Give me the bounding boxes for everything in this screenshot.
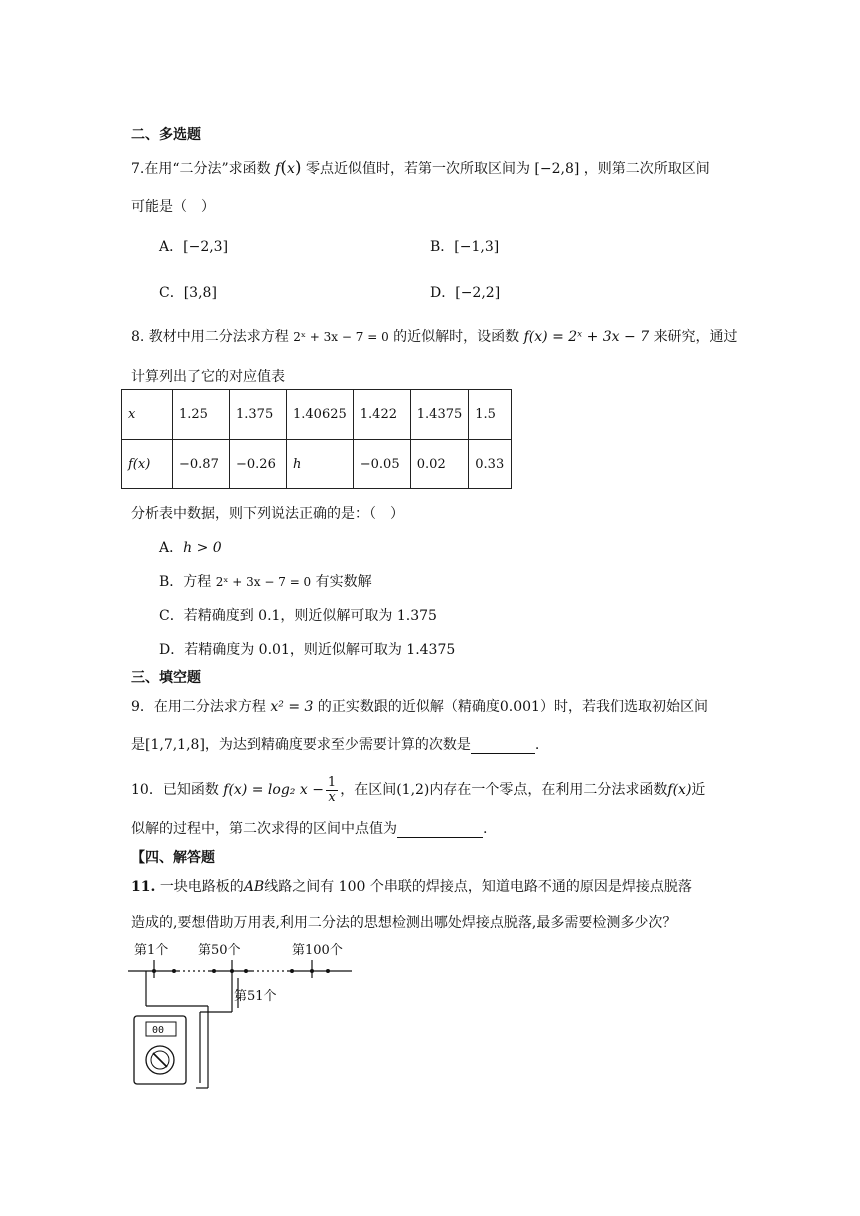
option-value: [−2,3]	[183, 239, 229, 255]
table-cell: 1.5	[469, 390, 512, 440]
q11-line-2: 造成的,要想借助万用表,利用二分法的思想检测出哪处焊接点脱落,最多需要检测多少次？	[131, 915, 677, 931]
q8-option-a[interactable]	[159, 537, 222, 557]
q8-option-b[interactable]	[159, 571, 372, 591]
q8-function: f(x) = 2ˣ + 3x − 7	[523, 329, 650, 345]
table-cell: −0.87	[173, 440, 230, 489]
q7-line-1: 7.在用“二分法”求函数 f(x) 零点近似值时，若第一次所取区间为 [−2,8] ，则第二次所取区间	[131, 158, 710, 178]
q8-prompt: 分析表中数据，则下列说法正确的是：（ ）	[131, 506, 404, 522]
q8-line-1	[131, 326, 738, 346]
q10-answer-blank[interactable]	[397, 821, 483, 838]
q10-fraction	[326, 776, 338, 805]
table-row	[122, 440, 512, 489]
option-tail: 有实数解	[315, 574, 372, 590]
q8-equation: 2ˣ + 3x − 7 = 0	[293, 330, 389, 344]
q9-text-b: 的正实数跟的近似解（精确度	[317, 699, 500, 715]
option-label: D．	[430, 285, 456, 301]
q10-text-c: 内存在一个零点，在利用二分法求函数	[429, 782, 668, 798]
label-solder-100: 第100个	[292, 943, 343, 958]
q9-text-d: 是	[131, 737, 145, 753]
option-value: h > 0	[183, 540, 222, 556]
q7-option-c[interactable]	[159, 282, 217, 302]
table-cell: 1.4375	[410, 390, 469, 440]
q11-line-1	[131, 876, 692, 896]
q7-option-b[interactable]	[430, 236, 499, 256]
q9-equation: x² = 3	[270, 699, 314, 715]
option-label: B．	[430, 239, 455, 255]
q10-text-b: ，在区间	[340, 782, 397, 798]
q10-text-d: 近	[691, 782, 706, 798]
section-title-multiple-choice: 二、多选题	[131, 127, 201, 143]
q8-option-c[interactable]: C．若精确度到 0.1，则近似解可取为 1.375	[159, 608, 437, 624]
table-cell: 1.40625	[287, 390, 354, 440]
option-label: A．	[159, 540, 184, 556]
q9-line-1	[131, 696, 708, 716]
q7-option-a[interactable]	[159, 236, 228, 256]
q9-answer-blank[interactable]	[471, 737, 535, 754]
q11-text-b: 线路之间有 100 个串联的焊接点，知道电路不通的原因是焊接点脱落	[264, 879, 692, 895]
option-equation: 2ˣ + 3x − 7 = 0	[215, 575, 312, 589]
multimeter	[134, 1016, 186, 1084]
option-value: [3,8]	[183, 285, 217, 301]
table-cell: −0.26	[230, 440, 287, 489]
q7-x: x	[286, 161, 295, 177]
q8-text-c: 来研究，通过	[653, 329, 738, 345]
table-row	[122, 390, 512, 440]
q10-line-2	[131, 818, 487, 838]
label-solder-1: 第1个	[134, 943, 169, 958]
table-cell: −0.05	[353, 440, 410, 489]
q9-text-a: 9．在用二分法求方程	[131, 699, 266, 715]
q8-text-b: 的近似解时，设函数	[393, 329, 520, 345]
q11-text-a: 一块电路板的	[159, 879, 244, 895]
label-solder-51: 第51个	[234, 989, 277, 1004]
q10-function: f(x) = log₂ x −	[223, 782, 324, 798]
q7-text-a: 7.在用“二分法”求函数	[131, 161, 271, 177]
option-label: B．方程	[159, 574, 212, 590]
table-cell: 1.422	[353, 390, 410, 440]
option-value: [−2,2]	[455, 285, 501, 301]
q10-fx: f(x)	[667, 782, 692, 798]
q10-interval: (1,2)	[396, 782, 430, 798]
section-title-solutions: 【四、解答题	[131, 850, 215, 866]
table-cell: 1.375	[230, 390, 287, 440]
fraction-denominator: x	[328, 789, 336, 805]
q7-text-b: 零点近似值时，若第一次所取区间为	[305, 161, 530, 177]
q9-period: .	[534, 737, 540, 753]
q9-text-e: ，为达到精确度要求至少需要计算的次数是	[204, 737, 471, 753]
table-cell: h	[287, 440, 354, 489]
q10-text-a: 10．已知函数	[131, 782, 219, 798]
q9-precision: 0.001	[499, 699, 540, 715]
q11-ab: AB	[243, 879, 265, 895]
table-cell: 0.33	[469, 440, 512, 489]
q7-interval: [−2,8]	[534, 161, 580, 177]
label-solder-50: 第50个	[198, 943, 241, 958]
q8-option-d[interactable]: D．若精确度为 0.01，则近似解可取为 1.4375	[159, 642, 456, 658]
fraction-numerator: 1	[327, 774, 337, 790]
q9-text-c: ）时，若我们选取初始区间	[539, 699, 708, 715]
table-cell: 1.25	[173, 390, 230, 440]
q9-line-2	[131, 734, 539, 754]
option-label: A．	[159, 239, 184, 255]
section-title-fill-in: 三、填空题	[131, 670, 201, 686]
q9-interval: [1,7,1,8]	[145, 737, 205, 753]
q7-text-c: ，则第二次所取区间	[583, 161, 710, 177]
option-label: C．	[159, 285, 184, 301]
circuit-diagram	[128, 938, 360, 1090]
q10-line-1	[131, 770, 705, 810]
value-table	[121, 389, 512, 489]
table-header-x: x	[122, 390, 173, 440]
table-cell: 0.02	[410, 440, 469, 489]
q8-text-a: 8. 教材中用二分法求方程	[131, 329, 289, 345]
q11-number: 11.	[131, 879, 156, 895]
q7-option-d[interactable]	[430, 282, 500, 302]
table-header-fx: f(x)	[122, 440, 173, 489]
q7-fx: f	[275, 161, 281, 177]
q10-period: .	[483, 821, 488, 837]
multimeter-display: 00	[152, 1025, 165, 1036]
q7-line-2: 可能是（ ）	[131, 199, 215, 215]
q10-text-e: 似解的过程中，第二次求得的区间中点值为	[131, 821, 397, 837]
q8-line-2: 计算列出了它的对应值表	[131, 369, 285, 385]
option-value: [−1,3]	[454, 239, 500, 255]
